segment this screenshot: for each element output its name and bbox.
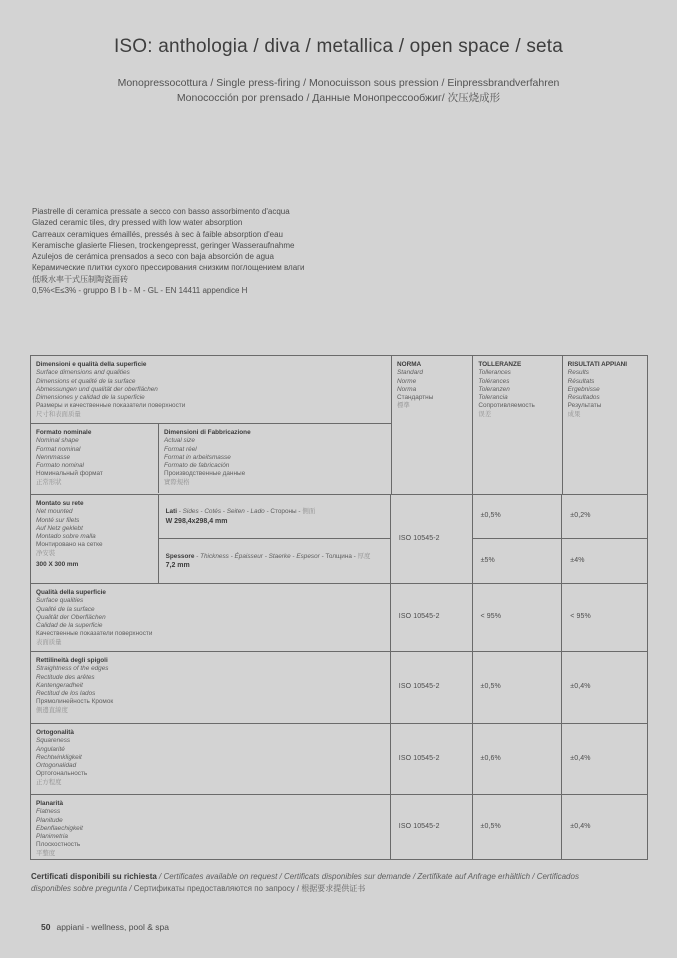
result-sides: ±0,2% [570, 512, 591, 520]
text-line: Керамические плитки сухого прессирования снизким поглощением влаги [32, 263, 305, 273]
text-line: Ortogonalidad [36, 762, 77, 770]
cell-spessore [159, 538, 390, 583]
text-line: Размеры и качественные показатели поверхности [36, 402, 186, 410]
text-line: Format nominal [36, 445, 81, 453]
cell-rettilineita-norma: ISO 10545-2 [390, 652, 472, 723]
text-line: Rettilineità degli spigoli [36, 657, 108, 664]
cell-planarita-tolleranza: ±0,5% [472, 795, 562, 859]
text-line: 误差 [478, 410, 492, 418]
text-segment: Сертификаты предоставляются по запросу / [133, 883, 302, 893]
result-thickness: ±4% [562, 538, 647, 583]
text-line: Azulejos de cerámica prensados a seco con baja absorción de agua [32, 252, 274, 262]
text-line: Résultats [567, 377, 595, 385]
text-line: Nominal shape [36, 437, 79, 445]
cell-montato-norma: ISO 10545-2 [390, 495, 472, 583]
text-line: Dimensions et qualité de la surface [36, 377, 136, 385]
text-line: Montato su rete [36, 500, 84, 507]
text-line: Dimensioni di Fabbricazione [164, 429, 251, 436]
text-line: Ортогональность [36, 770, 88, 778]
text-line: Norme [397, 377, 417, 385]
text-line: Плоскостность [36, 841, 81, 849]
text-line: Planarità [36, 800, 63, 807]
text-line: RISULTATI APPIANI [567, 361, 628, 368]
text-line: Abmessungen und qualität der oberflächen [36, 385, 158, 393]
row-ortogonalita [31, 723, 647, 794]
cell-montato-tolleranze [472, 495, 562, 583]
text-line: Прямолинейность Кромок [36, 698, 114, 706]
text-line: 側邊直線度 [36, 706, 68, 714]
subtitle-line-2: Monococción por prensado / Данные Монопрессообжиг/ 次压烧成形 [176, 92, 501, 104]
cell-qualita-superficie [31, 584, 390, 651]
cell-qualita-risultato: < 95% [561, 584, 647, 651]
text-line: Rechtwinkligkeit [36, 753, 82, 761]
text-line: Tollerances [478, 369, 511, 377]
text-line: Carreaux ceramiques émaillés, pressés à sec à faible absorption d'eau [32, 229, 283, 239]
row-formato [31, 423, 391, 493]
text-line: Результаты [567, 402, 602, 410]
cell-rettilineita-tolleranza: ±0,5% [472, 652, 562, 723]
text-line: Kantengeradheit [36, 681, 83, 689]
text-line: 低吸水率干式压制陶瓷面砖 [32, 274, 128, 284]
text-segment: 側面 [302, 508, 316, 515]
text-line: Format réel [164, 445, 197, 453]
text-line: Planimetria [36, 833, 68, 841]
text-line: Net mounted [36, 508, 73, 516]
text-line: Surface dimensions and qualities [36, 369, 130, 377]
cell-montato-risultati [561, 495, 647, 583]
row-qualita-superficie [31, 583, 647, 651]
text-line: 表面质量 [36, 638, 62, 646]
text-segment: / Certificates available on request / Certificats disponibles sur demande / Zertifikate auf Anfrage erhältlich / Certificados disponibles sobre pregunta / [31, 872, 579, 893]
spessore-value: 7,2 mm [165, 562, 190, 569]
text-line: Angularité [36, 745, 65, 753]
text-line: 正常形狀 [36, 478, 62, 486]
table-header-section [31, 356, 647, 494]
text-line: Glazed ceramic tiles, dry pressed with low water absorption [32, 218, 243, 228]
page-subtitle [0, 76, 677, 106]
text-segment: Толщина - [325, 552, 358, 560]
text-line: Сопротивляемость [478, 402, 535, 410]
cell-ortogonalita-tolleranza: ±0,6% [472, 724, 562, 794]
cell-planarita-risultato: ±0,4% [561, 795, 647, 859]
page-number: 50 [41, 922, 51, 932]
text-line: 實際規格 [164, 478, 190, 486]
text-line: Formato de fabricación [164, 462, 230, 470]
text-line: Номинальный формат [36, 470, 103, 478]
text-line: Straightness of the edges [36, 665, 109, 673]
cell-rettilineita [31, 652, 390, 723]
cell-qualita-norma: ISO 10545-2 [390, 584, 472, 651]
page-title: ISO: anthologia / diva / metallica / open space / seta [113, 36, 564, 57]
text-line: Montado sobre malla [36, 533, 96, 541]
text-line: Qualität der Oberflächen [36, 613, 106, 621]
text-line: Ortogonalità [36, 729, 74, 736]
specifications-table [30, 355, 648, 860]
header-cell-risultati [562, 356, 647, 494]
text-line: 300 X 300 mm [36, 561, 79, 569]
text-line: Piastrelle di ceramica pressate a secco con basso assorbimento d'acqua [32, 207, 290, 216]
text-line: Keramische glasierte Fliesen, trockengepresst, geringer Wasseraufnahme [32, 240, 295, 250]
cell-ortogonalita-risultato: ±0,4% [561, 724, 647, 794]
text-segment: Certificati disponibili su richiesta [31, 872, 160, 881]
cell-montato-su-rete [31, 495, 158, 583]
text-segment: Lati [165, 508, 179, 515]
text-line: Производственные данные [164, 470, 246, 478]
cell-ortogonalita [31, 724, 390, 794]
text-segment: 厚度 [357, 552, 371, 560]
text-line: Auf Netz geklebt [36, 524, 83, 532]
text-line: Rectitud de los lados [36, 690, 96, 698]
tolerance-sides: ±0,5% [480, 512, 501, 520]
text-line: Results [567, 369, 589, 377]
text-line: Calidad de la superficie [36, 622, 103, 630]
text-line: Nennmasse [36, 453, 71, 461]
brand-text: appiani - wellness, pool & spa [56, 922, 169, 932]
text-line: Tolerancia [478, 394, 508, 402]
text-segment: Стороны - [270, 508, 303, 515]
text-line: Rectitude des arêtes [36, 673, 95, 681]
text-line: Surface qualities [36, 597, 84, 605]
text-line: 净安裝 [36, 549, 56, 557]
text-line: TOLLERANZE [478, 361, 522, 368]
text-segment: 根据要求提供证书 [301, 883, 366, 893]
text-segment: - Thickness - Épaisseur - Staerke - Espesor - [196, 552, 326, 560]
text-line: Ebenflaechigkeit [36, 824, 83, 832]
text-line: Tolérances [478, 377, 510, 385]
text-line: 正方程度 [36, 778, 62, 786]
text-line: Dimensioni e qualità della superficie [36, 361, 147, 368]
cell-lati-spessore [158, 495, 390, 583]
text-line: Planitude [36, 816, 63, 824]
cell-ortogonalita-norma: ISO 10545-2 [390, 724, 472, 794]
text-line: Standard [397, 369, 423, 377]
text-line: Ergebnisse [567, 385, 600, 393]
text-line: Squareness [36, 737, 71, 745]
lati-label [166, 507, 390, 517]
text-line: 成果 [567, 410, 581, 418]
text-line: Flatness [36, 808, 61, 816]
text-line: Formato nominale [36, 429, 92, 436]
text-line: Qualité de la surface [36, 605, 95, 613]
text-line: Toleranzen [478, 385, 510, 393]
text-line: Качественные показатели поверхности [36, 630, 153, 638]
text-line: Format in arbeitsmasse [164, 453, 231, 461]
cell-lati [159, 495, 390, 538]
product-description [32, 206, 452, 296]
text-line: Actual size [164, 437, 195, 445]
tolerance-thickness: ±5% [473, 538, 562, 583]
cell-planarita-norma: ISO 10545-2 [390, 795, 472, 859]
text-line: Dimensiones y calidad de la superficie [36, 394, 145, 402]
text-line: Resultados [567, 394, 600, 402]
subtitle-line-1: Monopressocottura / Single press-firing / Monocuisson sous pression / Einpressbrandverfahren [117, 77, 560, 89]
text-line: Formato nominal [36, 462, 84, 470]
cell-dimensioni-fabbricazione [158, 424, 391, 493]
text-line: Монтировано на сетке [36, 541, 103, 549]
text-line: 尺寸和表面质量 [36, 410, 81, 418]
header-cell-norma [391, 356, 472, 494]
text-line: 標準 [397, 402, 410, 410]
row-rettilineita [31, 651, 647, 723]
row-montato-su-rete [31, 494, 647, 583]
header-cell-dimensions [31, 356, 391, 423]
cell-planarita [31, 795, 390, 859]
text-segment: Spessore [165, 552, 197, 560]
cell-formato-nominale [31, 424, 158, 493]
text-line: Monté sur filets [36, 516, 80, 524]
certificates-note [31, 871, 603, 894]
text-line: NORMA [397, 361, 422, 368]
cell-qualita-tolleranza: < 95% [472, 584, 562, 651]
text-line: 平整度 [36, 849, 56, 857]
text-line: 0,5%<E≤3% - gruppo B I b - M - GL - EN 14411 appendice H [32, 286, 248, 296]
text-line: Стандартны [397, 394, 434, 402]
row-planarita [31, 794, 647, 859]
text-line: Norma [397, 385, 417, 393]
page-footer [41, 922, 441, 932]
text-line: Qualità della superficie [36, 589, 106, 596]
header-cell-tolleranze [472, 356, 561, 494]
cell-rettilineita-risultato: ±0,4% [561, 652, 647, 723]
text-segment: - Sides - Cotés - Seiten - Lado - [178, 508, 271, 515]
spessore-label [166, 552, 390, 562]
lati-value: W 298,4x298,4 mm [165, 517, 228, 525]
header-left-block [31, 356, 391, 494]
